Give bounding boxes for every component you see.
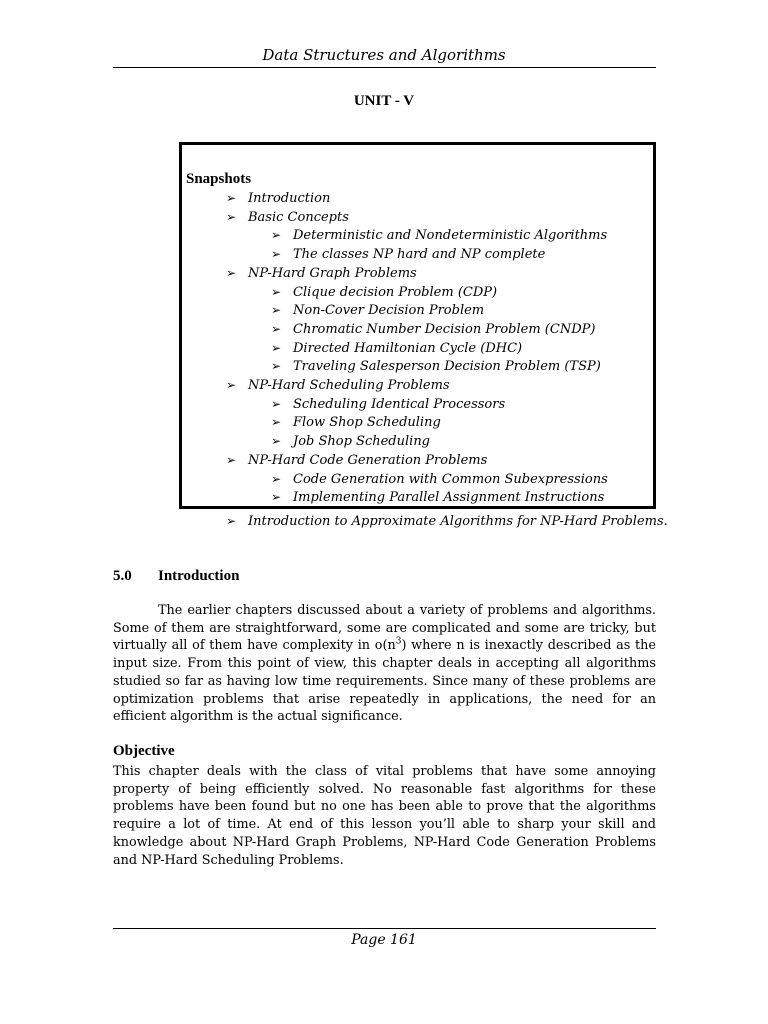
snapshot-item-level-2	[271, 320, 595, 339]
snapshot-item-text: Implementing Parallel Assignment Instructions	[293, 490, 605, 506]
arrow-bullet-icon: ➢	[271, 471, 282, 486]
snapshot-item-level-2	[271, 432, 430, 451]
snapshot-item-level-1	[226, 264, 417, 283]
arrow-bullet-icon: ➢	[271, 340, 282, 355]
snapshot-item-text: Basic Concepts	[248, 209, 349, 225]
page-number: Page 161	[351, 932, 417, 948]
snapshot-item-level-2	[271, 283, 497, 302]
arrow-bullet-icon: ➢	[226, 209, 237, 224]
snapshots-title: Snapshots	[186, 171, 252, 187]
snapshot-item-level-2	[271, 245, 545, 264]
snapshots-box	[179, 142, 656, 509]
snapshot-item-text: Directed Hamiltonian Cycle (DHC)	[293, 340, 523, 356]
arrow-bullet-icon: ➢	[271, 490, 282, 505]
snapshot-item-level-1	[226, 208, 349, 227]
header-title: Data Structures and Algorithms	[262, 46, 506, 64]
section-heading	[113, 566, 239, 586]
arrow-bullet-icon: ➢	[271, 247, 282, 262]
snapshot-item-text: Job Shop Scheduling	[293, 434, 431, 450]
snapshot-item-level-2	[271, 357, 601, 376]
snapshot-item-text: NP-Hard Scheduling Problems	[248, 378, 450, 393]
section-title: Introduction	[158, 568, 240, 584]
snapshot-item-text: Deterministic and Nondeterministic Algorithms	[293, 228, 608, 244]
snapshot-item-text: Non-Cover Decision Problem	[293, 303, 485, 319]
snapshot-item-text: Chromatic Number Decision Problem (CNDP)	[293, 321, 596, 337]
intro-text-part2: ) where n is inexactly described as the input size. From this point of view, this chapter deals in accepting all algorithms studied so far as having low time requirements. Since many of these problems are optimization problems that arise repeatedly in applications, the need for an efficient algorithm is the actual significance.	[113, 638, 656, 725]
snapshot-item-level-2	[271, 339, 522, 358]
snapshot-item-text: NP-Hard Graph Problems	[248, 265, 417, 281]
snapshot-item-level-2	[271, 395, 505, 414]
snapshot-item-level-2	[271, 470, 608, 489]
section-number: 5.0	[113, 568, 132, 584]
arrow-bullet-icon: ➢	[226, 514, 237, 528]
arrow-bullet-icon: ➢	[271, 434, 282, 449]
arrow-bullet-icon: ➢	[271, 359, 282, 374]
arrow-bullet-icon: ➢	[271, 228, 282, 243]
snapshot-item-level-2	[271, 301, 484, 320]
arrow-bullet-icon: ➢	[271, 321, 282, 336]
arrow-bullet-icon: ➢	[226, 191, 237, 205]
snapshot-item-level-2	[271, 413, 441, 432]
snapshot-item-text: NP-Hard Code Generation Problems	[248, 452, 488, 468]
snapshot-item-text: Scheduling Identical Processors	[293, 396, 506, 412]
snapshot-item-text: Introduction	[248, 191, 331, 206]
arrow-bullet-icon: ➢	[271, 284, 282, 299]
footer-rule	[113, 928, 656, 929]
snapshot-item-level-1	[226, 451, 487, 470]
arrow-bullet-icon: ➢	[226, 378, 237, 392]
snapshot-item-text: Code Generation with Common Subexpressions	[293, 471, 608, 487]
snapshot-item-text: Clique decision Problem (CDP)	[293, 284, 498, 300]
snapshot-item-level-1	[226, 189, 330, 208]
snapshot-item-text: Flow Shop Scheduling	[293, 415, 441, 431]
arrow-bullet-icon: ➢	[271, 396, 282, 411]
unit-title: UNIT - V	[353, 93, 415, 109]
arrow-bullet-icon: ➢	[271, 415, 282, 430]
snapshot-item-text: Introduction to Approximate Algorithms for NP-Hard Problems.	[248, 514, 668, 529]
snapshot-item-level-1	[226, 376, 450, 395]
objective-paragraph: This chapter deals with the class of vital problems that have some annoying property of being efficiently solved. No reasonable fast algorithms for these problems have been found but no one has been able to prove that the algorithms require a lot of time. At end of this lesson you’ll able to sharp your skill and knowledge about NP-Hard Graph Problems, NP-Hard Code Generation Problems and NP-Hard Scheduling Problems.	[113, 764, 656, 868]
header-rule	[113, 67, 656, 68]
snapshot-item-level-2	[271, 488, 604, 507]
objective-heading: Objective	[113, 743, 175, 759]
arrow-bullet-icon: ➢	[271, 303, 282, 318]
snapshot-item-outside	[226, 512, 668, 531]
snapshot-item-text: The classes NP hard and NP complete	[293, 247, 546, 263]
arrow-bullet-icon: ➢	[226, 265, 237, 280]
introduction-paragraph	[113, 602, 656, 726]
snapshot-item-text: Traveling Salesperson Decision Problem (TSP)	[293, 359, 601, 375]
arrow-bullet-icon: ➢	[226, 452, 237, 467]
intro-text-part1: The earlier chapters discussed about a variety of problems and algorithms. Some of them are straightforward, some are complicated and some are tricky, but virtually all of them have complexity in o(n	[113, 603, 656, 654]
snapshot-item-level-2	[271, 226, 607, 245]
intro-superscript: 3	[395, 637, 402, 648]
